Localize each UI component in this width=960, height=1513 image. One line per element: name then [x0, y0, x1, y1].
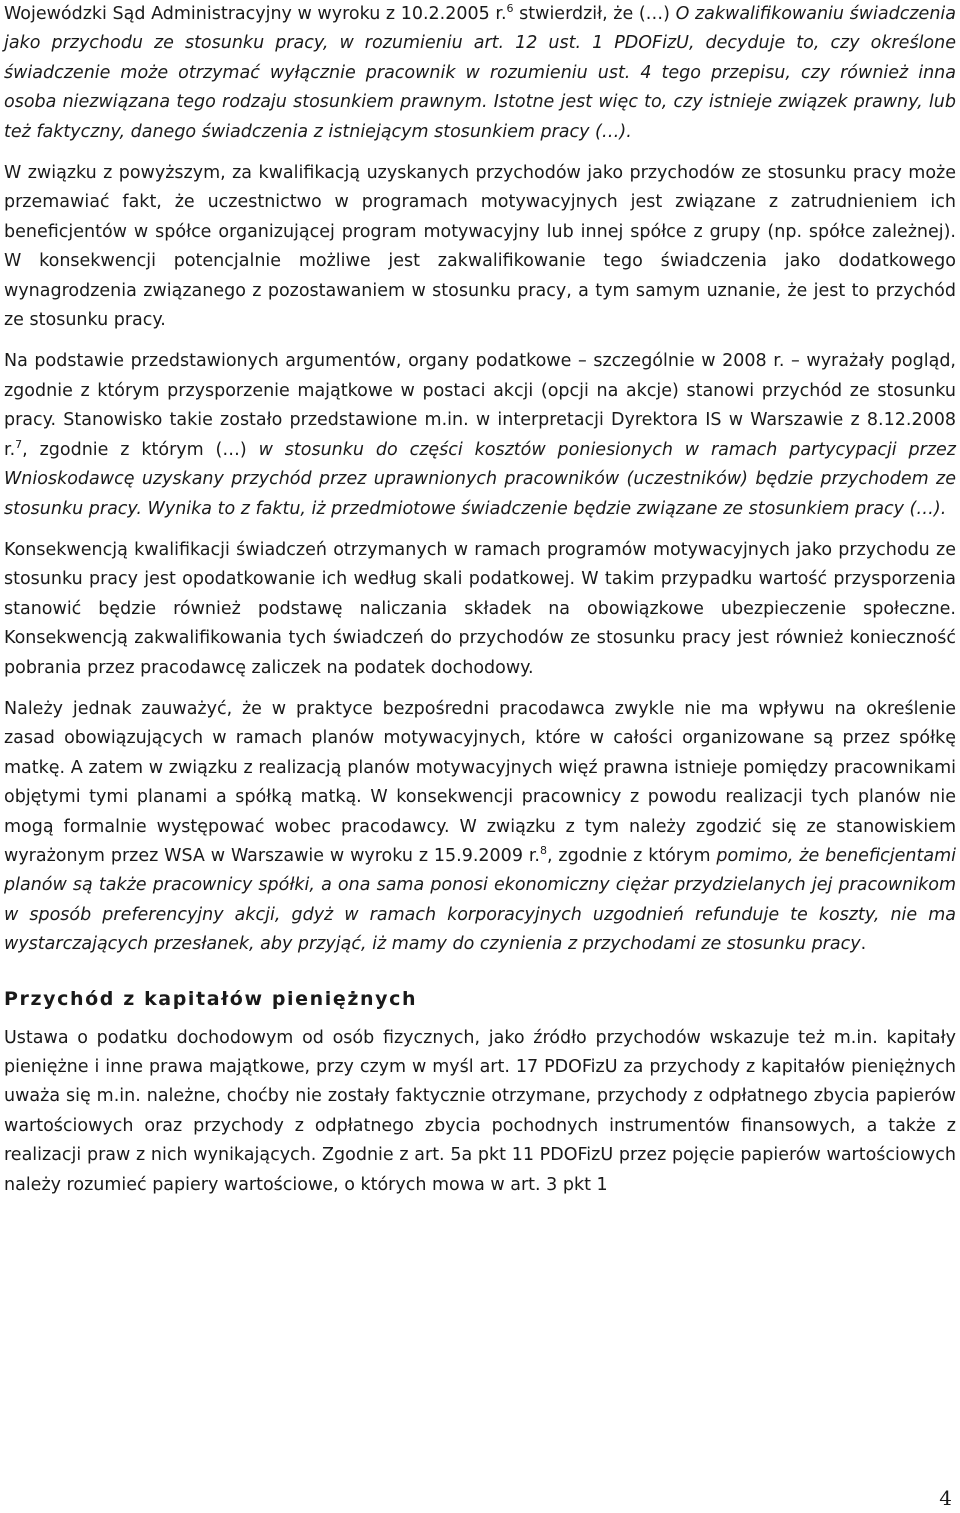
page-number: 4 — [939, 1485, 952, 1510]
paragraph-wsa-2005 — [4, 0, 956, 147]
paragraph-capital-income: Ustawa o podatku dochodowym od osób fizycznych, jako źródło przychodów wskazuje też m.in. kapitały pieniężne i inne prawa majątkowe, przy czym w myśl art. 17 PDOFizU za przychody z kapitałów pieniężnych uważa się m.in. należne, choćby nie zostały faktycznie otrzymane, przychody z odpłatnego zbycia papierów wartościowych oraz przychody z odpłatnego zbycia pochodnych instrumentów finansowych, a także z realizacji praw z nich wynikających. Zgodnie z art. 5a pkt 11 PDOFizU przez pojęcie papierów wartościowych należy rozumieć papiery wartościowe, o których mowa w art. 3 pkt 1 — [4, 1027, 956, 1195]
footnote-ref: 7 — [15, 437, 23, 451]
footnote-ref: 8 — [539, 844, 547, 858]
paragraph-text: Należy jednak zauważyć, że w praktyce bezpośredni pracodawca zwykle nie ma wpływu na określenie zasad obowiązujących w ramach planów motywacyjnych, które w całości organizowane są przez spółkę matkę. A zatem w związku z realizacją planów motywacyjnych więź prawna istnieje pomiędzy pracownikami objętymi tymi planami a spółką matką. W konsekwencji pracownicy z powodu realizacji tych planów nie mogą formalnie występować wobec pracodawcy. W związku z tym należy zgodzić się ze stanowiskiem wyrażonym przez WSA w Warszawie w wyroku z 15.9.2009 r. — [4, 698, 956, 866]
paragraph-consequences: Konsekwencją kwalifikacji świadczeń otrzymanych w ramach programów motywacyjnych jako przychodu ze stosunku pracy jest opodatkowanie ich według skali podatkowej. W takim przypadku wartość przysporzenia stanowić będzie również podstawę naliczania składek na obowiązkowe ubezpieczenie społeczne. Konsekwencją zakwalifikowania tych świadczeń do przychodów ze stosunku pracy jest również konieczność pobrania przez pracodawcę zaliczek na podatek dochodowy. — [4, 539, 956, 678]
quoted-text: pomimo, że beneficjentami planów są także pracownicy spółki, a ona sama ponosi ekonomiczny ciężar przydzielanych jej pracownikom w sposób preferencyjny akcji, gdyż w ramach korporacyjnych uzgodnień refunduje te koszty, nie ma wystarczających przesłanek, aby przyjąć, iż mamy do czynienia z przychodami ze stosunku pracy — [4, 845, 956, 955]
paragraph-text: Wojewódzki Sąd Administracyjny w wyroku z 10.2.2005 r. — [4, 4, 507, 24]
paragraph-text: . — [860, 934, 867, 955]
quoted-text: O zakwalifikowaniu świadczenia jako przychodu ze stosunku pracy, w rozumieniu art. 12 ust. 1 PDOFizU, decyduje to, czy określone świadczenie może otrzymać wyłącznie pracownik w rozumieniu ust. 4 tego przepisu, czy również inna osoba niezwiązana tego rodzaju stosunkiem prawnym. Istotne jest więc to, czy istnieje związek prawny, lub też faktyczny, danego świadczenia z istniejącym stosunkiem pracy (…). — [4, 4, 956, 142]
paragraph-text: Na podstawie przedstawionych argumentów, organy podatkowe – szczególnie w 2008 r. – wyrażały pogląd, zgodnie z którym przysporzenie majątkowe w postaci akcji (opcji na akcje) stanowi przychód ze stosunku pracy. Stanowisko takie zostało przedstawione m.in. w interpretacji Dyrektora IS w Warszawie z 8.12.2008 r. — [4, 351, 956, 460]
paragraph-text: , zgodnie z którym — [546, 845, 717, 866]
paragraph-qualification: W związku z powyższym, za kwalifikacją uzyskanych przychodów jako przychodów ze stosunku pracy może przemawiać fakt, że uczestnictwo w programach motywacyjnych jest związane z zatrudnieniem ich beneficjentów w spółce organizującej program motywacyjny lub innej spółce z grupy (np. spółce zależnej). W konsekwencji potencjalnie możliwe jest zakwalifikowanie tego świadczenia jako dodatkowego wynagrodzenia związanego z pozostawaniem w stosunku pracy, a tym samym uznanie, że jest to przychód ze stosunku pracy. — [4, 163, 956, 331]
paragraph-text: stwierdził, że (…) — [513, 4, 676, 24]
paragraph-parent-company — [4, 695, 956, 960]
paragraph-text: , zgodnie z którym (…) — [22, 439, 259, 460]
quoted-text: w stosunku do części kosztów poniesionych w ramach partycypacji przez Wnioskodawcę uzyskany przychód przez uprawnionych pracowników (uczestników) będzie przychodem ze stosunku pracy. Wynika to z faktu, iż przedmiotowe świadczenie będzie związane ze stosunkiem pracy (…). — [4, 439, 956, 519]
footnote-ref: 6 — [506, 2, 514, 16]
section-heading: Przychód z kapitałów pieniężnych — [4, 987, 418, 1010]
paragraph-tax-authorities — [4, 347, 956, 523]
